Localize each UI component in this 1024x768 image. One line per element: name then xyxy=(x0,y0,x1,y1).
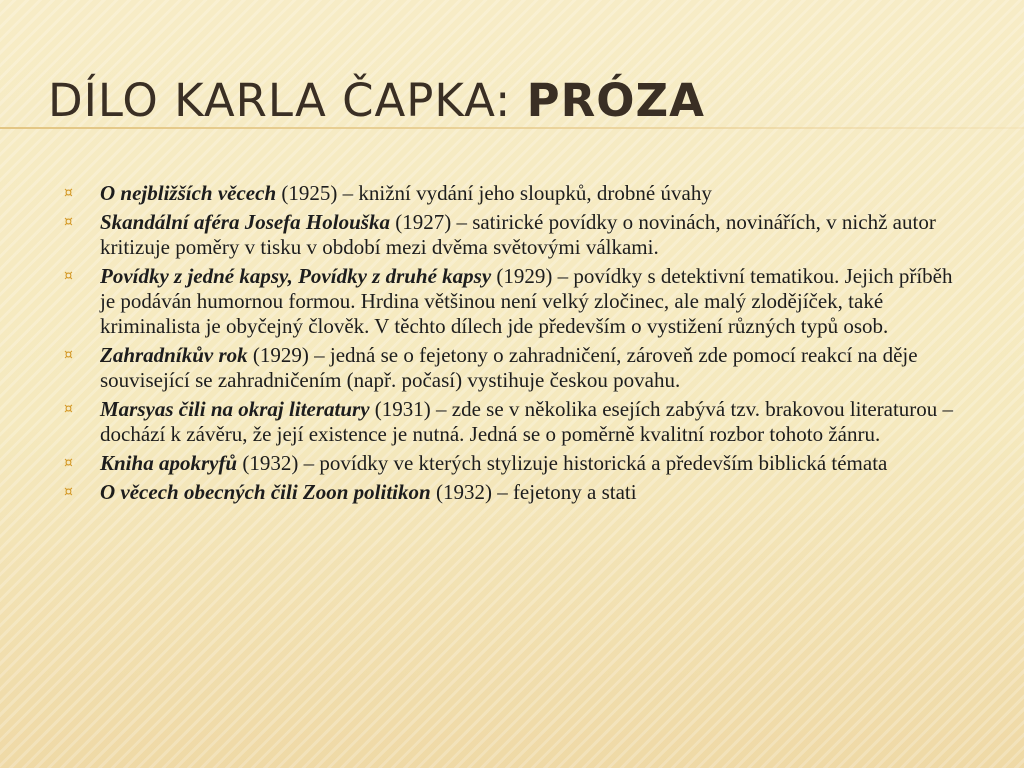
work-description: (1932) – fejetony a stati xyxy=(430,480,637,504)
list-item-6 xyxy=(64,451,964,476)
bullet-icon: ¤ xyxy=(64,268,73,284)
list-item-5 xyxy=(64,397,964,447)
bullet-icon: ¤ xyxy=(64,347,73,363)
title-main: DÍLO KARLA ČAPKA: xyxy=(48,74,527,127)
slide-title xyxy=(48,74,705,128)
bullet-icon: ¤ xyxy=(64,455,73,471)
bullet-icon: ¤ xyxy=(64,401,73,417)
work-title: O nejbližších věcech xyxy=(100,181,277,205)
list-item-1 xyxy=(64,181,964,206)
work-description: (1929) – povídky s detektivní tematikou. Jejich příběh je podáván humornou formou. Hrdina většinou není velký zločinec, ale malý zlodějíček, také kriminalista je obyčejný člověk. V těchto dílech jde především o vystižení různých typů osob. xyxy=(100,264,953,338)
bullet-icon: ¤ xyxy=(64,484,73,500)
works-list xyxy=(64,181,964,509)
bullet-icon: ¤ xyxy=(64,185,73,201)
list-item-4 xyxy=(64,343,964,393)
work-title: Skandální aféra Josefa Holouška xyxy=(100,210,390,234)
work-description: (1932) – povídky ve kterých stylizuje historická a především biblická témata xyxy=(237,451,888,475)
work-title: O věcech obecných čili Zoon politikon xyxy=(100,480,431,504)
work-description: (1931) – zde se v několika esejích zabývá tzv. brakovou literaturou – dochází k závěru, že její existence je nutná. Jedná se o poměrně kvalitní rozbor tohoto žánru. xyxy=(100,397,954,446)
list-item-2 xyxy=(64,210,964,260)
work-title: Povídky z jedné kapsy, Povídky z druhé kapsy xyxy=(100,264,492,288)
title-bold: PRÓZA xyxy=(526,74,705,127)
work-title: Zahradníkův rok xyxy=(100,343,248,367)
work-description: (1929) – jedná se o fejetony o zahradničení, zároveň zde pomocí reakcí na děje související se zahradničením (např. počasí) vystihuje českou povahu. xyxy=(100,343,918,392)
work-description: (1927) – satirické povídky o novinách, novinářích, v nichž autor kritizuje poměry v tisku v období mezi dvěma světovými válkami. xyxy=(100,210,936,259)
work-title: Kniha apokryfů xyxy=(100,451,238,475)
title-underline xyxy=(0,127,1024,129)
work-description: (1925) – knižní vydání jeho sloupků, drobné úvahy xyxy=(276,181,712,205)
list-item-3 xyxy=(64,264,964,339)
work-title: Marsyas čili na okraj literatury xyxy=(100,397,370,421)
list-item-7 xyxy=(64,480,964,505)
bullet-icon: ¤ xyxy=(64,214,73,230)
